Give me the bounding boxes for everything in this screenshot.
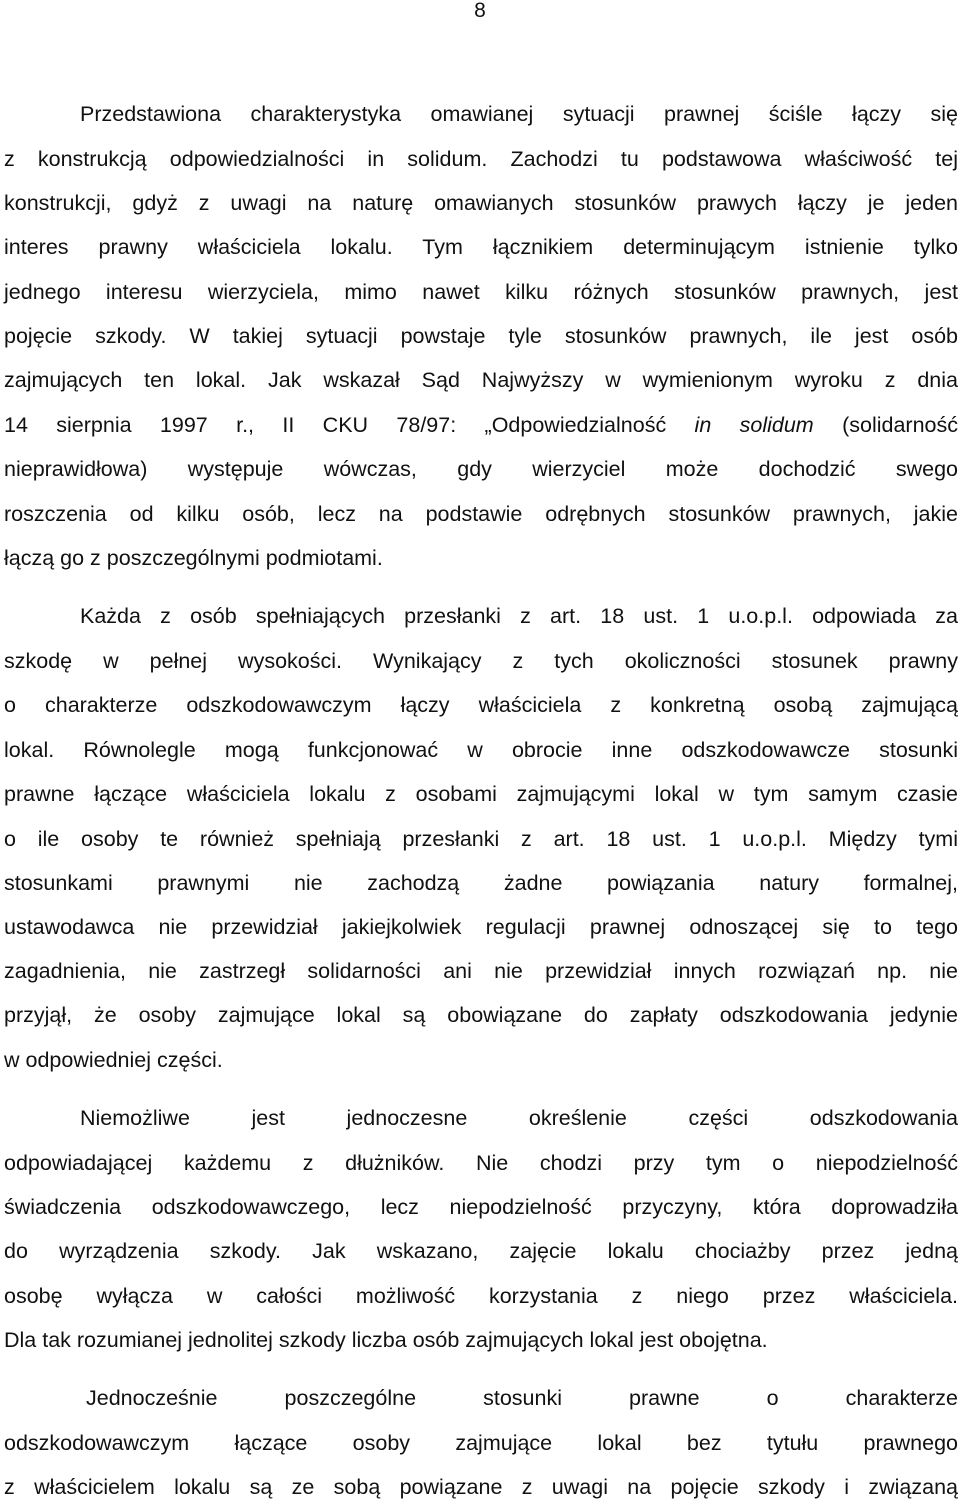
text-line: interes prawny właściciela lokalu. Tym łącznikiem determinującym istnienie tylko [4,235,958,259]
text-line: nieprawidłowa) występuje wówczas, gdy wierzyciel może dochodzić swego [4,457,958,481]
text-line: lokal. Równolegle mogą funkcjonować w obrocie inne odszkodowawcze stosunki [4,738,958,762]
text-line: prawne łączące właściciela lokalu z osobami zajmującymi lokal w tym samym czasie [4,782,958,806]
text-line: jednego interesu wierzyciela, mimo nawet kilku różnych stosunków prawnych, jest [4,280,958,304]
text-line: o ile osoby te również spełniają przesłanki z art. 18 ust. 1 u.o.p.l. Między tymi [4,827,958,851]
text-line: łączą go z poszczególnymi podmiotami. [4,546,383,570]
text-line: ustawodawca nie przewidział jakiejkolwiek regulacji prawnej odnoszącej się to tego [4,915,958,939]
text-line: Jednocześnie poszczególne stosunki prawne o charakterze [86,1386,958,1410]
text-line: z konstrukcją odpowiedzialności in solidum. Zachodzi tu podstawowa właściwość tej [4,147,958,171]
text-line: odszkodowawczym łączące osoby zajmujące lokal bez tytułu prawnego [4,1431,958,1455]
text-line: w odpowiedniej części. [4,1048,223,1072]
text-line: Dla tak rozumianej jednolitej szkody liczba osób zajmujących lokal jest obojętna. [4,1328,768,1352]
text-line: Przedstawiona charakterystyka omawianej sytuacji prawnej ściśle łączy się [80,102,958,126]
text-line: do wyrządzenia szkody. Jak wskazano, zajęcie lokalu chociażby przez jedną [4,1239,958,1263]
text-line: świadczenia odszkodowawczego, lecz niepodzielność przyczyny, która doprowadziła [4,1195,958,1219]
text-line: przyjął, że osoby zajmujące lokal są obowiązane do zapłaty odszkodowania jedynie [4,1003,958,1027]
text-line: odpowiadającej każdemu z dłużników. Nie chodzi przy tym o niepodzielność [4,1151,958,1175]
text-line: o charakterze odszkodowawczym łączy właściciela z konkretną osobą zajmującą [4,693,958,717]
text-line: pojęcie szkody. W takiej sytuacji powstaje tyle stosunków prawnych, ile jest osób [4,324,958,348]
text-span: (solidarność [813,413,958,437]
text-line: szkodę w pełnej wysokości. Wynikający z tych okoliczności stosunek prawny [4,649,958,673]
text-line: osobę wyłącza w całości możliwość korzystania z niego przez właściciela. [4,1284,958,1308]
text-line: zagadnienia, nie zastrzegł solidarności ani nie przewidział innych rozwiązań np. nie [4,959,958,983]
text-line [4,409,958,441]
text-line: stosunkami prawnymi nie zachodzą żadne powiązania natury formalnej, [4,871,958,895]
text-span: 14 sierpnia 1997 r., II CKU 78/97: „Odpowiedzialność [4,413,695,437]
page-number: 8 [474,0,486,22]
text-line: z właścicielem lokalu są ze sobą powiązane z uwagi na pojęcie szkody i związaną [4,1475,958,1499]
text-line: konstrukcji, gdyż z uwagi na naturę omawianych stosunków prawych łączy je jeden [4,191,958,215]
text-line: roszczenia od kilku osób, lecz na podstawie odrębnych stosunków prawnych, jakie [4,502,958,526]
text-line: Każda z osób spełniających przesłanki z art. 18 ust. 1 u.o.p.l. odpowiada za [80,604,958,628]
italic-term: in solidum [694,413,814,437]
text-line: zajmujących ten lokal. Jak wskazał Sąd Najwyższy w wymienionym wyroku z dnia [4,368,958,392]
text-line: Niemożliwe jest jednoczesne określenie części odszkodowania [80,1106,958,1130]
